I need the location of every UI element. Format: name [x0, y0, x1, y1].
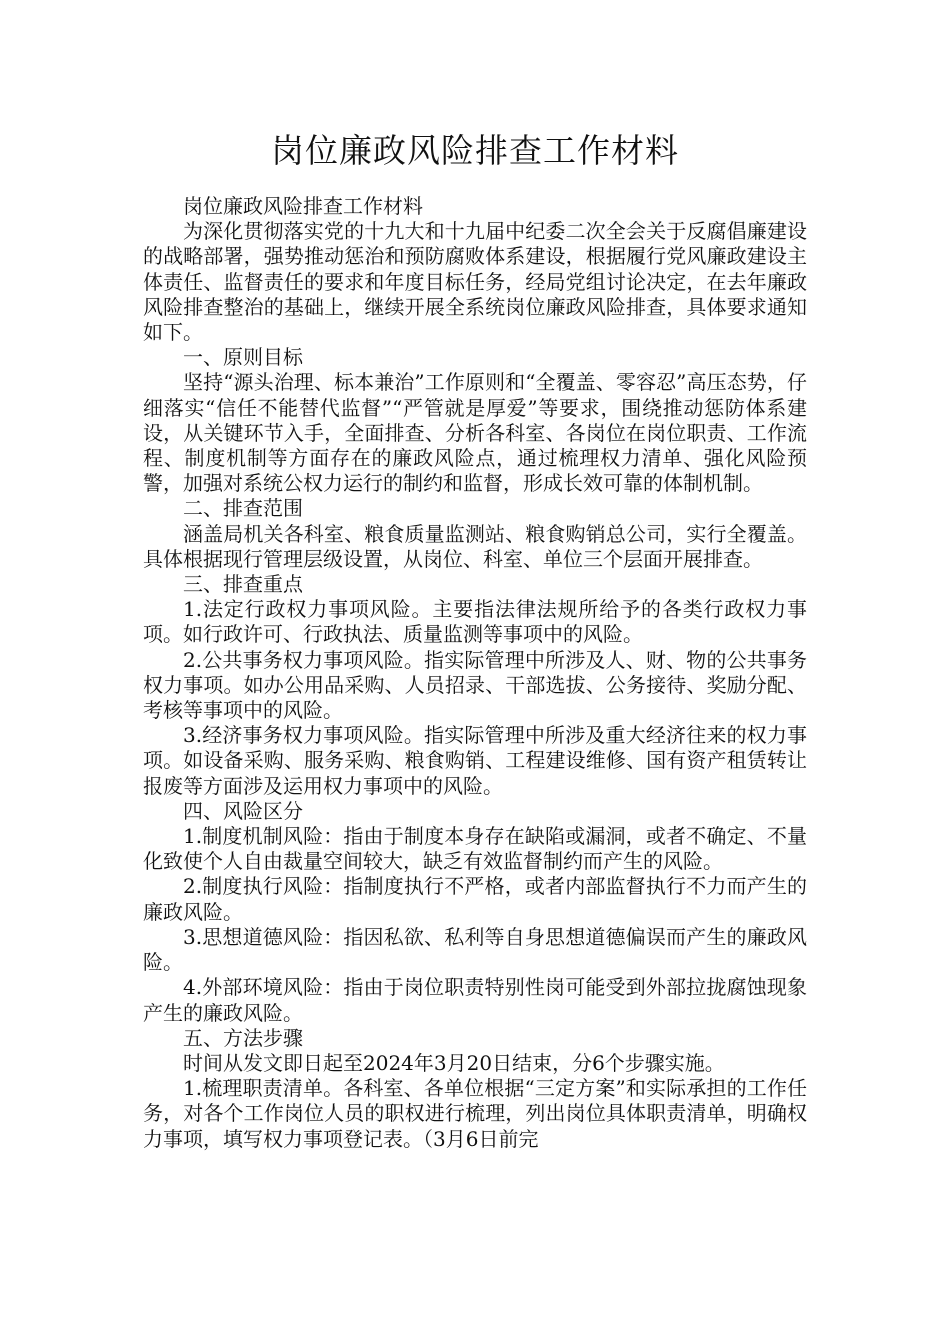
section-heading: 一、原则目标 — [183, 345, 303, 370]
paragraph: 1.法定行政权力事项风险。主要指法律法规所给予的各类行政权力事项。如行政许可、行政执法、质量监测等事项中的风险。 — [143, 597, 807, 647]
paragraph: 3.思想道德风险：指因私欲、私利等自身思想道德偏误而产生的廉政风险。 — [143, 924, 807, 975]
paragraph: 为深化贯彻落实党的十九大和十九届中纪委二次全会关于反腐倡廉建设的战略部署，强势推动惩治和预防腐败体系建设，根据履行党风廉政建设主体责任、监督责任的要求和年度目标任务，经局党组讨论决定，在去年廉政风险排查整治的基础上，继续开展全系统岗位廉政风险排查，具体要求通知如下。 — [143, 219, 807, 345]
section-heading: 五、方法步骤 — [183, 1025, 303, 1050]
paragraph: 时间从发文即日起至2024年3月20日结束，分6个步骤实施。 — [183, 1050, 725, 1075]
paragraph: 2.公共事务权力事项风险。指实际管理中所涉及人、财、物的公共事务权力事项。如办公用品采购、人员招录、干部选拔、公务接待、奖励分配、考核等事项中的风险。 — [143, 647, 807, 723]
document-title: 岗位廉政风险排查工作材料 — [271, 131, 679, 170]
paragraph: 4.外部环境风险：指由于岗位职责特别性岗可能受到外部拉拢腐蚀现象产生的廉政风险。 — [143, 975, 807, 1025]
section-heading: 四、风险区分 — [183, 798, 303, 823]
paragraph: 3.经济事务权力事项风险。指实际管理中所涉及重大经济往来的权力事项。如设备采购、服务采购、粮食购销、工程建设维修、国有资产租赁转让报废等方面涉及运用权力事项中的风险。 — [143, 723, 807, 798]
paragraph: 涵盖局机关各科室、粮食质量监测站、粮食购销总公司，实行全覆盖。具体根据现行管理层级设置，从岗位、科室、单位三个层面开展排查。 — [143, 521, 807, 571]
paragraph: 2.制度执行风险：指制度执行不严格，或者内部监督执行不力而产生的廉政风险。 — [143, 874, 807, 924]
section-heading: 三、排查重点 — [183, 572, 303, 597]
paragraph: 1.梳理职责清单。各科室、各单位根据“三定方案”和实际承担的工作任务，对各个工作岗位人员的职权进行梳理，列出岗位具体职责清单，明确权力事项，填写权力事项登记表。（3月6日前完 — [143, 1076, 807, 1151]
paragraph: 岗位廉政风险排查工作材料 — [183, 194, 423, 218]
document-body — [143, 194, 807, 1152]
paragraph: 坚持“源头治理、标本兼治”工作原则和“全覆盖、零容忍”高压态势，仔细落实“信任不能替代监督”“严管就是厚爱”等要求，围绕推动惩防体系建设，从关键环节入手，全面排查、分析各科室、各岗位在岗位职责、工作流程、制度机制等方面存在的廉政风险点，通过梳理权力清单、强化风险预警，加强对系统公权力运行的制约和监督，形成长效可靠的体制机制。 — [143, 370, 807, 496]
paragraph: 1.制度机制风险：指由于制度本身存在缺陷或漏洞，或者不确定、不量化致使个人自由裁量空间较大，缺乏有效监督制约而产生的风险。 — [143, 824, 807, 874]
section-heading: 二、排查范围 — [183, 496, 303, 521]
